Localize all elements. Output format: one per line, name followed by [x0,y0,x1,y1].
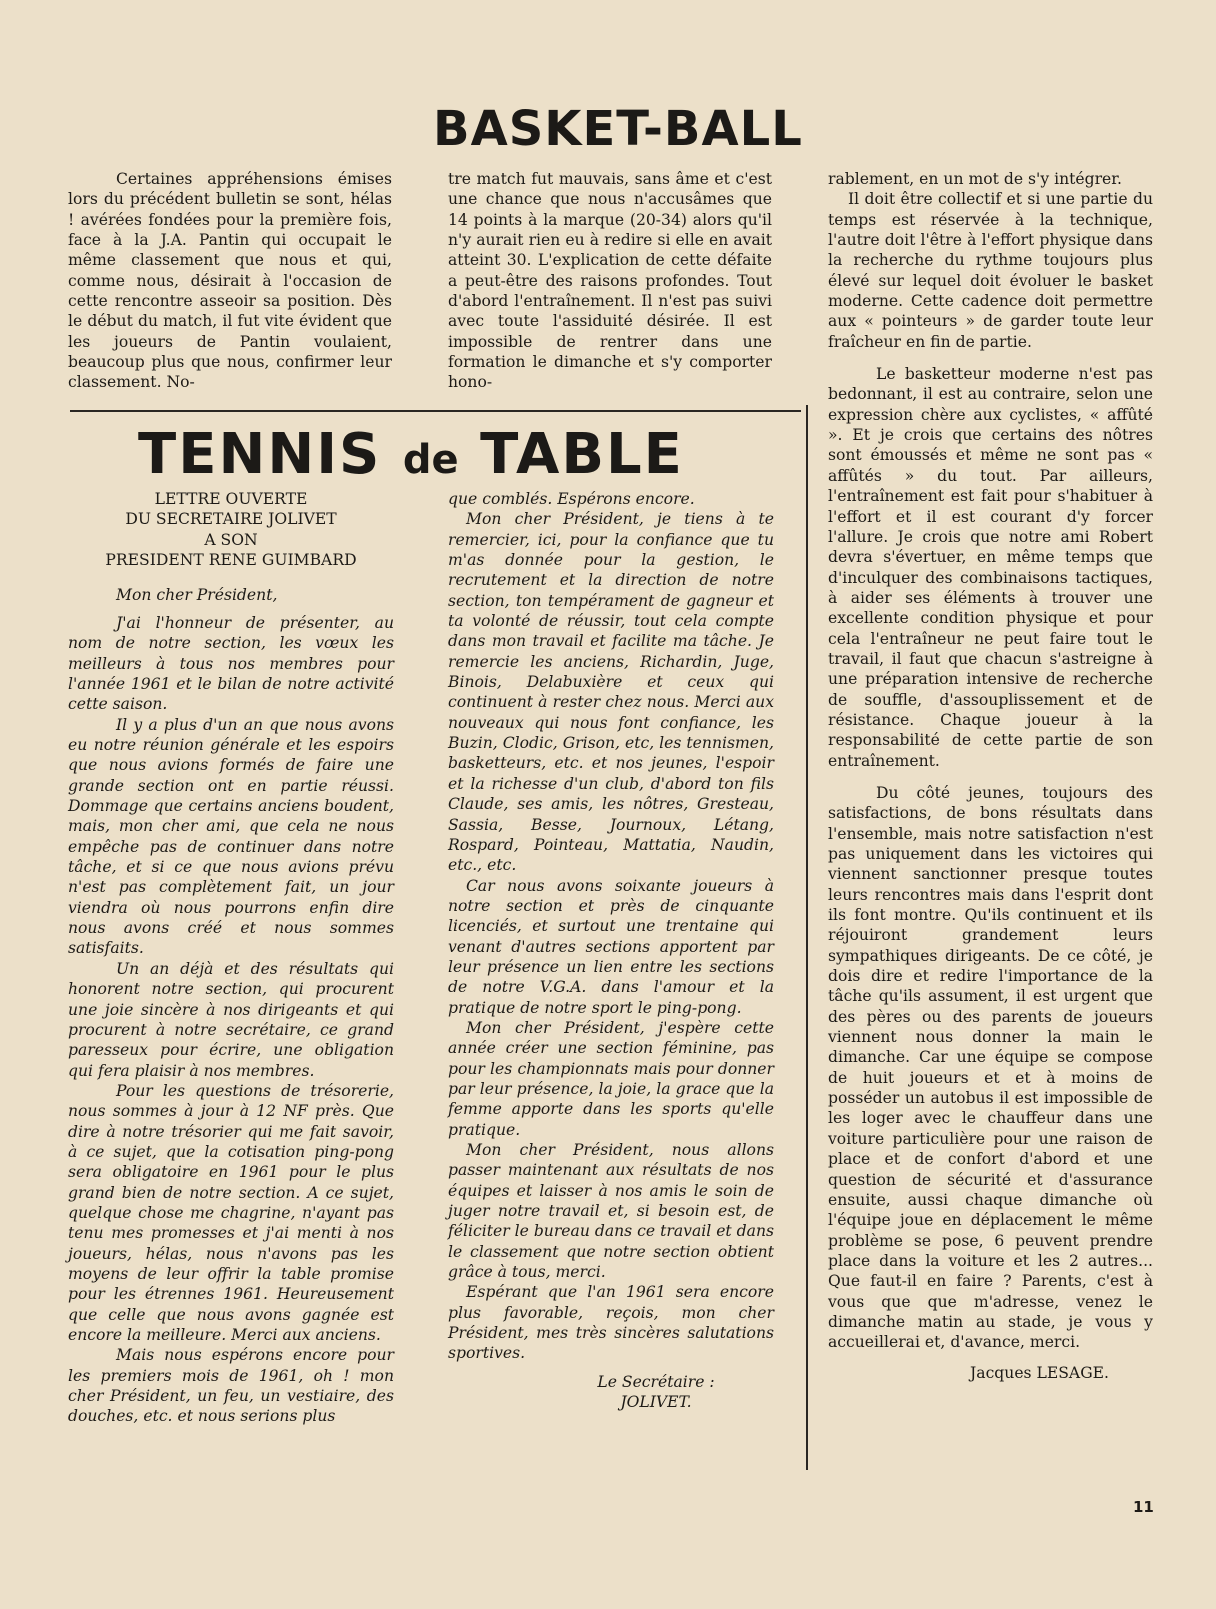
title-word: de [402,437,459,483]
letter-paragraph: Mon cher Président, j'espère cette année créer une section féminine, pas pour les championnats mais pour donner par leur présence, la joie, la grace que la femme apporte dans les sports qu'elle pratique. [448,1018,774,1139]
basket-paragraph: tre match fut mauvais, sans âme et c'est une chance que nous n'accusâmes que 14 points à la marque (20-34) alors qu'il n'y aurait rien eu à redire si elle en avait atteint 30. L'explication de cette défaite a peut-être des raisons profondes. Tout d'abord l'entraînement. Il n'est pas suivi avec toute l'assiduité désirée. Il est impossible de rentrer dans une formation le dimanche et s'y comporter hono- [448,170,772,392]
letter-paragraph: Pour les questions de trésorerie, nous sommes à jour à 12 NF près. Que dire à notre trésorier qui me fait savoir, à ce sujet, que la cotisation ping-pong sera obligatoire en 1961 pour le plus grand bien de notre section. A ce sujet, quelque chose me chagrine, n'ayant pas tenu mes promesses et j'ai menti à nos joueurs, hélas, nous n'avons pas les moyens de leur offrir la table promise pour les étrennes 1961. Heureusement que celle que nous avons gagnée est encore la meilleure. Merci aux anciens. [68,1081,394,1344]
basket-paragraph: Le basketteur moderne n'est pas bedonnant, il est au contraire, selon une expression chère aux cyclistes, « affûté ». Et je crois que certains des nôtres sont émoussés et même ne sont pas « affûtés » du tout. Par ailleurs, l'entraînement est fait pour s'habituer à l'effort et il est courant d'y forcer l'allure. Je crois que notre ami Robert devra s'évertuer, en même temps que d'inculquer des combinaisons tactiques, à aider ses éléments à trouver une excellente condition physique et pour cela l'entraîneur ne peut faire tout le travail, il faut que chacun s'astreigne à une préparation intensive de recherche de souffle, d'assouplissement et de résistance. Chaque joueur à la responsabilité de cette partie de son entraînement. [828,365,1153,770]
letter-paragraph: que comblés. Espérons encore. [448,490,695,508]
basket-paragraph: Il doit être collectif et si une partie du temps est réservée à la technique, l'autre doit l'être à l'effort physique dans la recherche du rythme toujours plus élevé sur lequel doit évoluer le basket moderne. Cette cadence doit permettre aux « pointeurs » de garder toute leur fraîcheur en fin de partie. [828,190,1153,351]
basket-column-3 [828,169,1153,1383]
letter-paragraph: Un an déjà et des résultats qui honorent notre section, qui procurent une joie sincère à nos dirigeants et qui procurent à notre secrétaire, ce grand paresseux pour écrire, une obligation qui fera plaisir à nos membres. [68,959,394,1080]
basket-paragraph: rablement, en un mot de s'y intégrer. [828,170,1122,188]
tennis-column-2 [448,489,774,1412]
letter-heading-line: PRESIDENT RENE GUIMBARD [105,551,357,570]
letter-signature-role: Le Secrétaire : [597,1372,715,1391]
letter-signature-name: JOLIVET. [620,1393,692,1412]
letter-heading-line: LETTRE OUVERTE [154,490,308,508]
letter-body [68,585,394,1427]
title-word: TENNIS [138,422,382,487]
letter-paragraph: Mon cher Président, nous allons passer maintenant aux résultats de nos équipes et laisser à nos amis le soin de juger notre travail et, si besoin est, de féliciter le bureau dans ce travail et dans le classement que notre section obtient grâce à tous, merci. [448,1141,774,1282]
letter-paragraph: Espérant que l'an 1961 sera encore plus favorable, reçois, mon cher Président, mes très sincères salutations sportives. [448,1283,774,1363]
letter-paragraph: Mon cher Président, je tiens à te remercier, ici, pour la confiance que tu m'as donnée pour la gestion, le recrutement et la direction de notre section, ton tempérament de gagneur et ta volonté de réussir, tout cela compte dans mon travail et facilite ma tâche. Je remercie les anciens, Richardin, Juge, Binois, Delabuxière et ceux qui continuent à rester chez nous. Merci aux nouveaux qui nous font confiance, les Buzin, Clodic, Grison, etc, les tennismen, basketteurs, etc. et nos jeunes, l'espoir et la richesse d'un club, d'abord ton fils Claude, ses amis, les nôtres, Gresteau, Sassia, Besse, Journoux, Létang, Rospard, Pointeau, Mattatia, Naudin, etc., etc. [448,510,774,875]
basket-column-1 [68,169,392,393]
letter-paragraph: Il y a plus d'un an que nous avons eu notre réunion générale et les espoirs que nous avions formés de faire une grande section ont en partie réussi. Dommage que certains anciens boudent, mais, mon cher ami, que cela ne nous empêche pas de continuer dans notre tâche, et si ce que nous avions prévu n'est pas complètement fait, un jour viendra où nous pourrons enfin dire nous avons créé et nous sommes satisfaits. [68,715,394,958]
letter-heading-line: A SON [204,530,258,549]
basket-ball-title: BASKET-BALL [433,101,803,157]
letter-paragraph: Car nous avons soixante joueurs à notre section et près de cinquante licenciés, et surtout une trentaine qui venant d'autres sections apportent par leur présence un lien entre les sections de notre V.G.A. dans l'amour et la pratique de notre sport le ping-pong. [448,876,774,1017]
page-number: 11 [1133,1498,1154,1516]
tennis-de-table-title [138,420,684,495]
title-word: TABLE [480,422,684,487]
basket-signature: Jacques LESAGE. [970,1363,1109,1382]
letter-heading-line: DU SECRETAIRE JOLIVET [125,510,337,529]
letter-salutation: Mon cher Président, [116,585,278,604]
tennis-column-1 [68,489,394,1427]
letter-paragraph: Mais nous espérons encore pour les premiers mois de 1961, oh ! mon cher Président, un feu, un vestiaire, des douches, etc. et nous serions plus [68,1346,394,1426]
basket-paragraph: Certaines appréhensions émises lors du précédent bulletin se sont, hélas ! avérées fondées pour la première fois, face à la J.A. Pantin qui occupait le même classement que nous et qui, comme nous, désirait à l'occasion de cette rencontre asseoir sa position. Dès le début du match, il fut vite évident que les joueurs de Pantin voulaient, beaucoup plus que nous, confirmer leur classement. No- [68,170,392,392]
column-divider [806,405,808,1470]
letter-paragraph: J'ai l'honneur de présenter, au nom de notre section, les vœux les meilleurs à tous nos membres pour l'année 1961 et le bilan de notre activité cette saison. [68,613,394,714]
basket-column-2 [448,169,772,393]
basket-paragraph: Du côté jeunes, toujours des satisfactions, de bons résultats dans l'ensemble, mais notre satisfaction n'est pas uniquement dans les victoires qui viennent sanctionner presque toutes leurs rencontres mais dans l'esprit dont ils font montre. Qu'ils continuent et ils réjouiront grandement leurs sympathiques dirigeants. De ce côté, je dois dire et redire l'importance de la tâche qu'ils assument, il est urgent que des pères ou des parents de joueurs viennent nous donner la main le dimanche. Car une équipe se compose de huit joueurs et et à moins de posséder un autobus il est impossible de les loger avec le chauffeur dans une voiture particulière pour une raison de place et de confort d'abord et une question de sécurité et d'assurance ensuite, aussi chaque dimanche où l'équipe joue en déplacement le même problème se pose, 6 peuvent prendre place dans la voiture et les 2 autres... Que faut-il en faire ? Parents, c'est à vous que que m'adresse, venez le dimanche matin au stade, je vous y accueillerai et, d'avance, merci. [828,783,1153,1352]
section-divider [70,410,801,412]
